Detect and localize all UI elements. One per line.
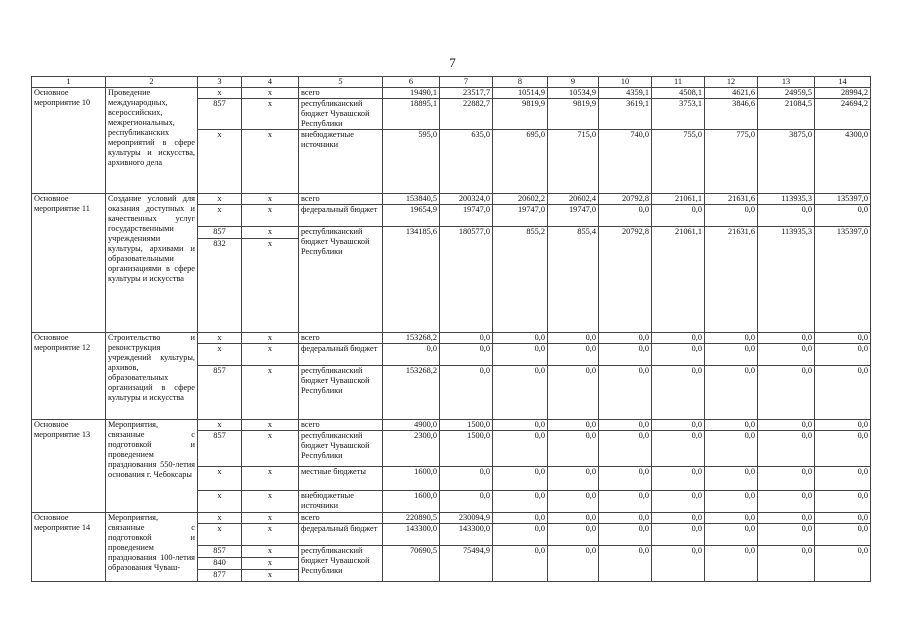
amount-cell: 0,0 (815, 333, 871, 344)
code-value: 877 (213, 570, 226, 579)
amount-cell: 2300,0 (383, 431, 440, 467)
funding-source: местные бюджеты (299, 467, 383, 491)
code-cell: x (242, 513, 299, 524)
amount-cell: 10534,9 (548, 88, 599, 99)
amount-cell: 755,0 (652, 130, 705, 194)
amount-cell: 855,4 (548, 227, 599, 333)
amount-cell: 740,0 (599, 130, 652, 194)
amount-cell: 180577,0 (440, 227, 493, 333)
amount-cell: 0,0 (493, 366, 548, 420)
amount-cell: 0,0 (652, 546, 705, 582)
code-cell (242, 227, 299, 333)
amount-cell: 0,0 (440, 333, 493, 344)
code-cell: x (242, 467, 299, 491)
amount-cell: 0,0 (599, 491, 652, 513)
amount-cell: 9819,9 (493, 99, 548, 130)
amount-cell: 0,0 (815, 205, 871, 227)
amount-cell: 0,0 (599, 333, 652, 344)
code-cell: x (198, 344, 242, 366)
code-value: x (267, 570, 273, 579)
amount-cell: 21631,6 (705, 194, 758, 205)
code-cell: 857 (198, 431, 242, 467)
page-number: 7 (449, 55, 456, 70)
amount-cell: 0,0 (815, 366, 871, 420)
amount-cell: 200324,0 (440, 194, 493, 205)
amount-cell: 19747,0 (548, 205, 599, 227)
amount-cell: 20792,8 (599, 194, 652, 205)
code-value: x (242, 227, 298, 239)
amount-cell: 0,0 (705, 524, 758, 546)
amount-cell: 0,0 (758, 524, 815, 546)
amount-cell: 0,0 (599, 205, 652, 227)
funding-source: всего (299, 88, 383, 99)
amount-cell: 21061,1 (652, 194, 705, 205)
amount-cell: 20602,2 (493, 194, 548, 205)
code-value: 832 (213, 239, 226, 248)
header-cell: 8 (493, 77, 548, 88)
code-cell: x (242, 99, 299, 130)
code-cell: 857 (198, 99, 242, 130)
amount-cell: 0,0 (548, 491, 599, 513)
amount-cell: 3875,0 (758, 130, 815, 194)
amount-cell: 1500,0 (440, 420, 493, 431)
amount-cell: 135397,0 (815, 227, 871, 333)
amount-cell: 0,0 (652, 467, 705, 491)
amount-cell: 153268,2 (383, 366, 440, 420)
amount-cell: 0,0 (705, 333, 758, 344)
amount-cell: 28994,2 (815, 88, 871, 99)
amount-cell: 0,0 (652, 491, 705, 513)
amount-cell: 0,0 (548, 344, 599, 366)
amount-cell: 0,0 (652, 513, 705, 524)
code-cell (242, 546, 299, 582)
amount-cell: 0,0 (815, 513, 871, 524)
table-row (32, 513, 871, 524)
amount-cell: 0,0 (548, 513, 599, 524)
amount-cell: 0,0 (599, 513, 652, 524)
amount-cell: 0,0 (548, 420, 599, 431)
amount-cell: 635,0 (440, 130, 493, 194)
header-cell: 3 (198, 77, 242, 88)
code-cell: x (242, 88, 299, 99)
code-value: 857 (198, 227, 241, 239)
activity-description: Проведение международных, всероссийских, межрегиональных, республиканских мероприятий в сфере культуры и искусства, архивного дела (106, 88, 198, 194)
code-cell: x (242, 205, 299, 227)
table-row (32, 88, 871, 99)
amount-cell: 143300,0 (383, 524, 440, 546)
amount-cell: 0,0 (705, 431, 758, 467)
amount-cell: 0,0 (599, 467, 652, 491)
code-cell: x (198, 194, 242, 205)
amount-cell: 24959,5 (758, 88, 815, 99)
amount-cell: 0,0 (440, 344, 493, 366)
header-cell: 5 (299, 77, 383, 88)
amount-cell: 20602,4 (548, 194, 599, 205)
amount-cell: 0,0 (705, 366, 758, 420)
code-cell: x (198, 491, 242, 513)
header-cell: 7 (440, 77, 493, 88)
code-cell: x (242, 344, 299, 366)
amount-cell: 75494,9 (440, 546, 493, 582)
code-cell: x (198, 88, 242, 99)
amount-cell: 22882,7 (440, 99, 493, 130)
amount-cell: 4359,1 (599, 88, 652, 99)
amount-cell: 0,0 (548, 546, 599, 582)
header-row (32, 77, 871, 88)
amount-cell: 0,0 (815, 344, 871, 366)
amount-cell: 0,0 (493, 513, 548, 524)
funding-source: республиканский бюджет Чувашской Республики (299, 546, 383, 582)
header-cell: 2 (106, 77, 198, 88)
amount-cell: 19747,0 (440, 205, 493, 227)
code-cell: x (242, 366, 299, 420)
code-cell: x (198, 130, 242, 194)
table-row (32, 194, 871, 205)
amount-cell: 4621,6 (705, 88, 758, 99)
amount-cell: 220890,5 (383, 513, 440, 524)
amount-cell: 4900,0 (383, 420, 440, 431)
amount-cell: 4508,1 (652, 88, 705, 99)
amount-cell: 19747,0 (493, 205, 548, 227)
amount-cell: 1600,0 (383, 467, 440, 491)
amount-cell: 0,0 (815, 431, 871, 467)
amount-cell: 18895,1 (383, 99, 440, 130)
header-cell: 9 (548, 77, 599, 88)
code-cell (198, 227, 242, 333)
budget-table-body (32, 77, 871, 582)
amount-cell: 0,0 (652, 420, 705, 431)
amount-cell: 0,0 (493, 420, 548, 431)
amount-cell: 0,0 (652, 333, 705, 344)
amount-cell: 1500,0 (440, 431, 493, 467)
amount-cell: 135397,0 (815, 194, 871, 205)
code-value: x (242, 546, 298, 558)
activity-name: Основное мероприятие 14 (32, 513, 106, 582)
amount-cell: 0,0 (705, 546, 758, 582)
header-cell: 6 (383, 77, 440, 88)
amount-cell: 0,0 (493, 467, 548, 491)
funding-source: внебюджетные источники (299, 130, 383, 194)
amount-cell: 21631,6 (705, 227, 758, 333)
code-value: 857 (198, 546, 241, 558)
code-value: x (242, 558, 298, 570)
amount-cell: 0,0 (599, 524, 652, 546)
code-value: x (267, 239, 273, 248)
code-cell (198, 546, 242, 582)
activity-description: Строительство и реконструкция учреждений культуры, архивов, образовательных организаций в сфере культуры и искусства (106, 333, 198, 420)
amount-cell: 0,0 (440, 467, 493, 491)
amount-cell: 855,2 (493, 227, 548, 333)
funding-source: всего (299, 194, 383, 205)
amount-cell: 0,0 (652, 431, 705, 467)
amount-cell: 3753,1 (652, 99, 705, 130)
funding-source: всего (299, 420, 383, 431)
amount-cell: 0,0 (815, 467, 871, 491)
amount-cell: 0,0 (599, 420, 652, 431)
amount-cell: 3619,1 (599, 99, 652, 130)
amount-cell: 0,0 (705, 467, 758, 491)
funding-source: республиканский бюджет Чувашской Республики (299, 227, 383, 333)
code-cell: x (198, 524, 242, 546)
amount-cell: 0,0 (548, 333, 599, 344)
activity-description: Мероприятия, связанные с подготовкой и проведением празднования 550-летия основания г. Чебоксары (106, 420, 198, 513)
amount-cell: 0,0 (652, 205, 705, 227)
amount-cell: 20792,8 (599, 227, 652, 333)
table-row (32, 333, 871, 344)
funding-source: всего (299, 513, 383, 524)
amount-cell: 4300,0 (815, 130, 871, 194)
code-cell: x (242, 130, 299, 194)
code-cell: 857 (198, 366, 242, 420)
amount-cell: 775,0 (705, 130, 758, 194)
table-row (32, 420, 871, 431)
funding-source: внебюджетные источники (299, 491, 383, 513)
amount-cell: 0,0 (758, 333, 815, 344)
amount-cell: 0,0 (493, 344, 548, 366)
amount-cell: 0,0 (599, 344, 652, 366)
amount-cell: 0,0 (599, 431, 652, 467)
amount-cell: 0,0 (758, 491, 815, 513)
amount-cell: 0,0 (383, 344, 440, 366)
amount-cell: 0,0 (548, 431, 599, 467)
code-cell: x (242, 333, 299, 344)
amount-cell: 0,0 (815, 491, 871, 513)
amount-cell: 153268,2 (383, 333, 440, 344)
code-value: 840 (198, 558, 241, 570)
amount-cell: 0,0 (758, 205, 815, 227)
header-cell: 12 (705, 77, 758, 88)
amount-cell: 143300,0 (440, 524, 493, 546)
amount-cell: 19654,9 (383, 205, 440, 227)
funding-source: республиканский бюджет Чувашской Республики (299, 431, 383, 467)
amount-cell: 0,0 (758, 546, 815, 582)
activity-name: Основное мероприятие 11 (32, 194, 106, 333)
amount-cell: 0,0 (705, 205, 758, 227)
amount-cell: 21084,5 (758, 99, 815, 130)
amount-cell: 1600,0 (383, 491, 440, 513)
header-cell: 13 (758, 77, 815, 88)
amount-cell: 24694,2 (815, 99, 871, 130)
amount-cell: 153840,5 (383, 194, 440, 205)
amount-cell: 695,0 (493, 130, 548, 194)
amount-cell: 113935,3 (758, 227, 815, 333)
activity-name: Основное мероприятие 12 (32, 333, 106, 420)
amount-cell: 0,0 (815, 420, 871, 431)
code-cell: x (198, 205, 242, 227)
code-cell: x (198, 467, 242, 491)
code-cell: x (242, 194, 299, 205)
amount-cell: 0,0 (705, 513, 758, 524)
amount-cell: 23517,7 (440, 88, 493, 99)
amount-cell: 0,0 (758, 420, 815, 431)
amount-cell: 0,0 (705, 420, 758, 431)
activity-description: Создание условий для оказания доступных и качественных услуг государственными учреждениями культуры, архивами и образовательными организациями в сфере культуры и искусства (106, 194, 198, 333)
amount-cell: 0,0 (493, 524, 548, 546)
funding-source: федеральный бюджет (299, 524, 383, 546)
code-cell: x (198, 420, 242, 431)
amount-cell: 0,0 (705, 344, 758, 366)
amount-cell: 0,0 (758, 467, 815, 491)
amount-cell: 10514,9 (493, 88, 548, 99)
amount-cell: 0,0 (758, 513, 815, 524)
amount-cell: 70690,5 (383, 546, 440, 582)
code-cell: x (198, 513, 242, 524)
amount-cell: 0,0 (599, 546, 652, 582)
amount-cell: 0,0 (548, 366, 599, 420)
header-cell: 10 (599, 77, 652, 88)
amount-cell: 0,0 (440, 366, 493, 420)
amount-cell: 9819,9 (548, 99, 599, 130)
amount-cell: 3846,6 (705, 99, 758, 130)
code-cell: x (242, 491, 299, 513)
code-cell: x (242, 431, 299, 467)
amount-cell: 0,0 (599, 366, 652, 420)
amount-cell: 715,0 (548, 130, 599, 194)
code-cell: x (242, 524, 299, 546)
header-cell: 11 (652, 77, 705, 88)
amount-cell: 0,0 (758, 431, 815, 467)
funding-source: республиканский бюджет Чувашской Республики (299, 99, 383, 130)
activity-description: Мероприятия, связанные с подготовкой и проведением празднования 100-летия образования Чуваш- (106, 513, 198, 582)
amount-cell: 0,0 (652, 524, 705, 546)
funding-source: федеральный бюджет (299, 205, 383, 227)
amount-cell: 0,0 (493, 491, 548, 513)
amount-cell: 595,0 (383, 130, 440, 194)
amount-cell: 0,0 (758, 344, 815, 366)
funding-source: федеральный бюджет (299, 344, 383, 366)
amount-cell: 0,0 (758, 366, 815, 420)
activity-name: Основное мероприятие 10 (32, 88, 106, 194)
amount-cell: 230094,9 (440, 513, 493, 524)
amount-cell: 0,0 (652, 366, 705, 420)
amount-cell: 0,0 (548, 467, 599, 491)
amount-cell: 0,0 (493, 546, 548, 582)
amount-cell: 0,0 (652, 344, 705, 366)
header-cell: 14 (815, 77, 871, 88)
amount-cell: 134185,6 (383, 227, 440, 333)
amount-cell: 19490,1 (383, 88, 440, 99)
header-cell: 1 (32, 77, 106, 88)
amount-cell: 0,0 (815, 524, 871, 546)
amount-cell: 0,0 (493, 333, 548, 344)
amount-cell: 0,0 (493, 431, 548, 467)
activity-name: Основное мероприятие 13 (32, 420, 106, 513)
amount-cell: 0,0 (705, 491, 758, 513)
amount-cell: 0,0 (815, 546, 871, 582)
amount-cell: 0,0 (440, 491, 493, 513)
funding-source: всего (299, 333, 383, 344)
budget-table (31, 76, 871, 582)
code-cell: x (242, 420, 299, 431)
header-cell: 4 (242, 77, 299, 88)
amount-cell: 21061,1 (652, 227, 705, 333)
funding-source: республиканский бюджет Чувашской Республики (299, 366, 383, 420)
code-cell: x (198, 333, 242, 344)
amount-cell: 0,0 (548, 524, 599, 546)
amount-cell: 113935,3 (758, 194, 815, 205)
